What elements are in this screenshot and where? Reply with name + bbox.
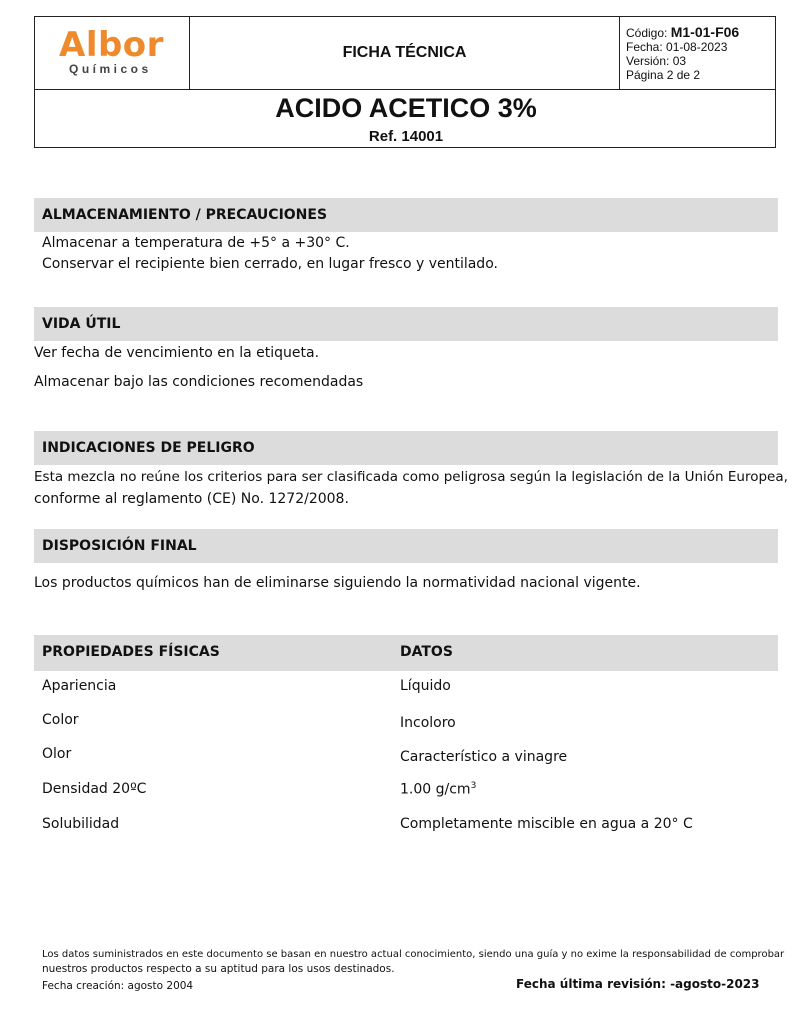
shelf-life-line-2: Almacenar bajo las condiciones recomendadas <box>34 374 364 390</box>
code-label: Código: <box>626 26 668 40</box>
footer-last-revision: Fecha última revisión: -agosto-2023 <box>516 977 760 991</box>
code-value: M1-01-F06 <box>670 24 740 40</box>
document-metadata <box>620 17 775 90</box>
document-date: Fecha: 01-08-2023 <box>626 40 728 54</box>
storage-section-title: ALMACENAMIENTO / PRECAUCIONES <box>34 198 778 232</box>
footer-disclaimer-line-2: nuestros productos respecto a su aptitud para los usos destinados. <box>42 963 395 975</box>
properties-table-header <box>34 635 778 671</box>
product-name: ACIDO ACETICO 3% <box>275 93 537 123</box>
hazard-section-title: INDICACIONES DE PELIGRO <box>34 431 778 465</box>
storage-line-1: Almacenar a temperatura de +5° a +30° C. <box>42 235 350 251</box>
property-value: Característico a vinagre <box>400 749 568 765</box>
shelf-life-section-title: VIDA ÚTIL <box>34 307 778 341</box>
property-label: Densidad 20ºC <box>42 781 147 797</box>
logo-cell <box>35 17 190 90</box>
company-logo: Albor <box>59 25 164 65</box>
product-reference: Ref. 14001 <box>368 128 444 145</box>
document-header <box>34 16 776 148</box>
company-logo-subtitle: Químicos <box>69 62 152 76</box>
disposal-line-1: Los productos químicos han de eliminarse siguiendo la normatividad nacional vigente. <box>34 575 641 591</box>
footer-disclaimer-line-1: Los datos suministrados en este documento se basan en nuestro actual conocimiento, siendo una guía y no exime la responsabilidad de comprobar <box>42 949 785 960</box>
property-label: Solubilidad <box>42 816 120 832</box>
hazard-line-2: conforme al reglamento (CE) No. 1272/2008. <box>34 491 349 507</box>
property-label: Color <box>42 712 79 728</box>
density-value: 1.00 g/cm <box>400 781 471 798</box>
property-value: Incoloro <box>400 715 456 731</box>
property-value: Completamente miscible en agua a 20° C <box>400 816 693 832</box>
storage-line-2: Conservar el recipiente bien cerrado, en lugar fresco y ventilado. <box>42 256 498 272</box>
property-value-with-unit <box>400 781 476 798</box>
property-value: Líquido <box>400 678 451 694</box>
document-type: FICHA TÉCNICA <box>190 17 620 90</box>
document-code <box>626 25 775 40</box>
page-number: Página 2 de 2 <box>626 68 701 82</box>
properties-header-value: DATOS <box>400 644 453 660</box>
property-label: Olor <box>42 746 72 762</box>
density-unit-superscript: 3 <box>470 781 477 791</box>
property-label: Apariencia <box>42 678 117 694</box>
properties-header-label: PROPIEDADES FÍSICAS <box>42 644 220 660</box>
disposal-section-title: DISPOSICIÓN FINAL <box>34 529 778 563</box>
shelf-life-line-1: Ver fecha de vencimiento en la etiqueta. <box>34 345 320 361</box>
hazard-line-1: Esta mezcla no reúne los criterios para ser clasificada como peligrosa según la legislación de la Unión Europea, <box>34 469 788 485</box>
footer-creation-date: Fecha creación: agosto 2004 <box>42 980 194 992</box>
document-version: Versión: 03 <box>626 54 687 68</box>
